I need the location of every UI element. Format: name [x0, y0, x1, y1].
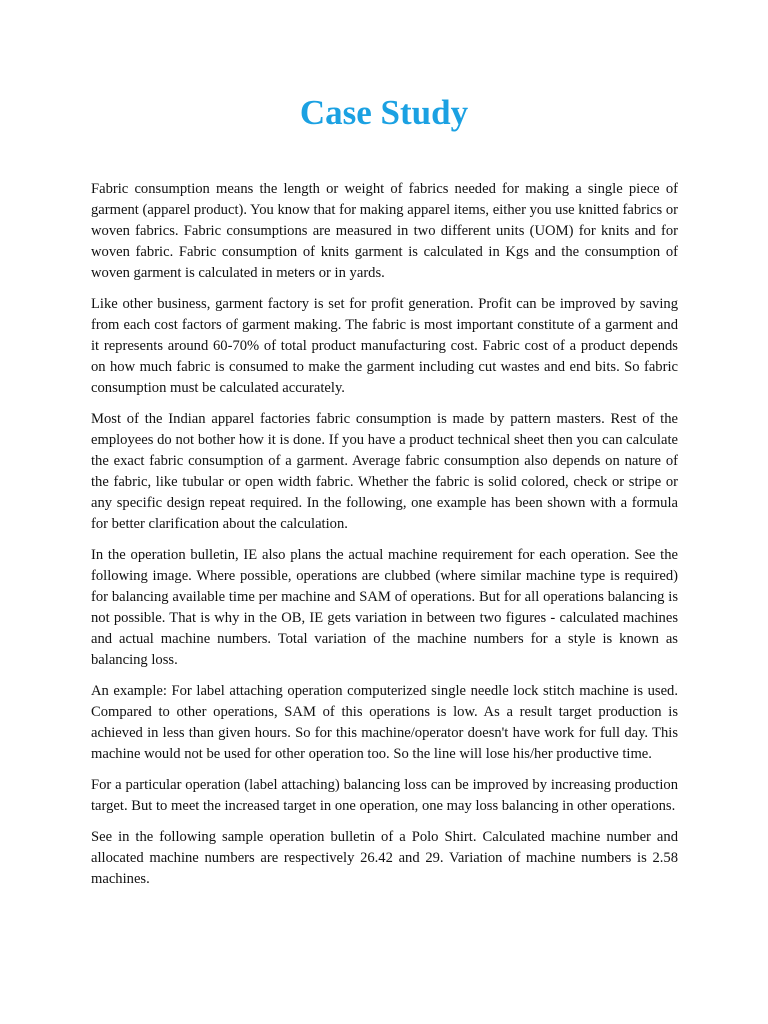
document-body [91, 179, 678, 900]
paragraph-profit-generation: Like other business, garment factory is set for profit generation. Profit can be improved by saving from each cost factors of garment making. The fabric is most important constitute of a garment and it represents around 60-70% of total product manufacturing cost. Fabric cost of a product depends on how much fabric is consumed to make the garment including cut wastes and end bits. So fabric consumption must be calculated accurately. [91, 296, 678, 396]
paragraph-pattern-masters: Most of the Indian apparel factories fabric consumption is made by pattern masters. Rest of the employees do not bother how it is done. If you have a product technical sheet then you can calculate the exact fabric consumption of a garment. Average fabric consumption also depends on nature of the fabric, like tubular or open width fabric. Whether the fabric is solid colored, check or stripe or any specific design repeat required. In the following, one example has been shown with a formula for better clarification about the calculation. [91, 411, 678, 532]
page-title: Case Study [299, 93, 469, 132]
paragraph-polo-shirt-sample: See in the following sample operation bulletin of a Polo Shirt. Calculated machine number and allocated machine numbers are respectively 26.42 and 29. Variation of machine numbers is 2.58 machines. [91, 829, 678, 887]
paragraph-operation-bulletin: In the operation bulletin, IE also plans the actual machine requirement for each operation. See the following image. Where possible, operations are clubbed (where similar machine type is required) for balancing available time per machine and SAM of operations. But for all operations balancing is not possible. That is why in the OB, IE gets variation in between two figures - calculated machines and actual machine numbers. Total variation of the machine numbers for a style is known as balancing loss. [91, 547, 678, 668]
paragraph-fabric-consumption: Fabric consumption means the length or weight of fabrics needed for making a single piece of garment (apparel product). You know that for making apparel items, either you use knitted fabrics or woven fabrics. Fabric consumptions are measured in two different units (UOM) for knits and for woven fabric. Fabric consumption of knits garment is calculated in Kgs and the consumption of woven garment is calculated in meters or in yards. [91, 181, 678, 281]
paragraph-label-attaching-example: An example: For label attaching operation computerized single needle lock stitch machine is used. Compared to other operations, SAM of this operations is low. As a result target production is achieved in less than given hours. So for this machine/operator doesn't have work for full day. This machine would not be used for other operation too. So the line will lose his/her productive time. [91, 683, 678, 762]
paragraph-balancing-loss: For a particular operation (label attaching) balancing loss can be improved by increasing production target. But to meet the increased target in one operation, one may loss balancing in other operations. [91, 777, 678, 814]
